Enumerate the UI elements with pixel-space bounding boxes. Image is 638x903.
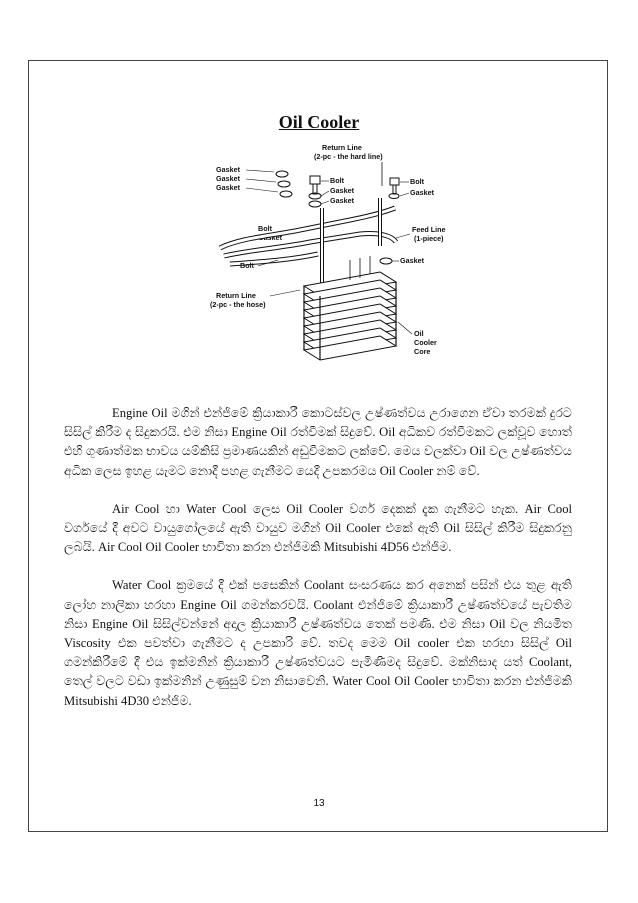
label-return-line-top-desc: (2-pc - the hard line) <box>314 152 383 161</box>
label-return-line-bottom: Return Line <box>216 291 256 300</box>
label-gasket-right: Gasket <box>410 188 434 197</box>
label-gasket-lower: Gasket <box>400 256 424 265</box>
paragraph-air-cool: Air Cool හා Water Cool ලෙස Oil Cooler වර්ග දෙකක් දැක ගැනීමට හැක. Air Cool වර්ගයේ දී අවට වායුගෝලයේ ඇති වායුව මගින් Oil Cooler එකේ ඇති Oil සිසිල් කිරීම සිදුකරනු ලබයි. Air Cool Oil Cooler භාවිතා කරන එන්ජිමකි Mitsubishi 4D56 එන්ජිම. <box>64 501 572 555</box>
label-return-line-bottom-desc: (2-pc - the hose) <box>210 300 266 309</box>
label-bolt-left: Bolt <box>240 261 254 270</box>
label-return-line-top: Return Line <box>322 143 362 152</box>
label-bolt-right: Bolt <box>410 177 424 186</box>
oil-cooler-diagram-svg <box>200 138 450 370</box>
oil-cooler-diagram <box>200 138 450 370</box>
label-gasket-1: Gasket <box>216 165 240 174</box>
label-core-oil: Oil <box>414 329 424 338</box>
label-feed-line: Feed Line <box>412 225 446 234</box>
label-feed-line-desc: (1-piece) <box>414 234 444 243</box>
page-title: Oil Cooler <box>278 112 360 132</box>
paragraph-water-cool: Water Cool ක්‍රමයේ දී එක් පසෙකින් Coolant සංසරණය කර අනෙක් පසින් එය තුළ ඇති ලෝහ නාලිකා හරහා Engine Oil ගමන්කරවයි. Coolant එන්ජිමේ ක්‍රියාකාරී උෂ්ණත්වයේ පැවතිම නිසා Engine Oil සිසිල්වන්නේ අදාල ක්‍රියාකාරී උෂ්ණත්වය තෙක් පමණි. එම නිසා Oil වල නියමිත Viscosity එක පවත්වා ගැනීමට ද උපකාරි වේ. තවද මෙම Oil cooler එක හරහා සිසිල් Oil ගමන්කිරීමේ දී එය ඉක්මනින් ක්‍රියාකාරී උෂ්ණත්වයට පැමිණීමද සිදුවේ. මක්නිසාද යත් Coolant, තෙල් වලට වඩා ඉක්මනින් උණුසුම් වන නිසාවෙනි. Water Cool Oil Cooler භාවිතා කරන එන්ජිමකි Mitsubishi 4D30 එන්ජිම. <box>64 578 572 708</box>
label-core-cooler: Cooler <box>414 338 437 347</box>
label-bolt-gasket-bolt: Bolt <box>258 224 272 233</box>
label-gasket-mid-1: Gasket <box>330 186 354 195</box>
label-gasket-2: Gasket <box>216 174 240 183</box>
body-text <box>64 404 572 730</box>
label-bolt-gasket-gasket: Gasket <box>258 233 282 242</box>
page-number: 13 <box>313 798 325 809</box>
label-gasket-3: Gasket <box>216 183 240 192</box>
label-bolt-mid: Bolt <box>330 176 344 185</box>
label-core-core: Core <box>414 347 431 356</box>
paragraph-oil-function: Engine Oil මගින් එන්ජිමේ ක්‍රියාකාරී කොටස්වල උෂ්ණත්වය උරාගෙන ඒවා තරමක් දුරට සිසිල් කිරීම ද සිදුකරයි. එම නිසා Engine Oil රත්වීමක් සිදුවේ. Oil අධිකව රත්වීමකට ලක්වූව හොත් එහි ගුණාත්මක භාවය යම්කිසි ප්‍රමාණයකින් අඩුවීමකට ලක්වේ. මෙය වලක්වා Oil වල උෂ්ණත්වය අධික ලෙස ඉහළ යැමට නොදී පහළ ගැනීමට යෙදී උපකරමය Oil Cooler නම් වේ. <box>64 406 572 478</box>
label-gasket-mid-2: Gasket <box>330 196 354 205</box>
